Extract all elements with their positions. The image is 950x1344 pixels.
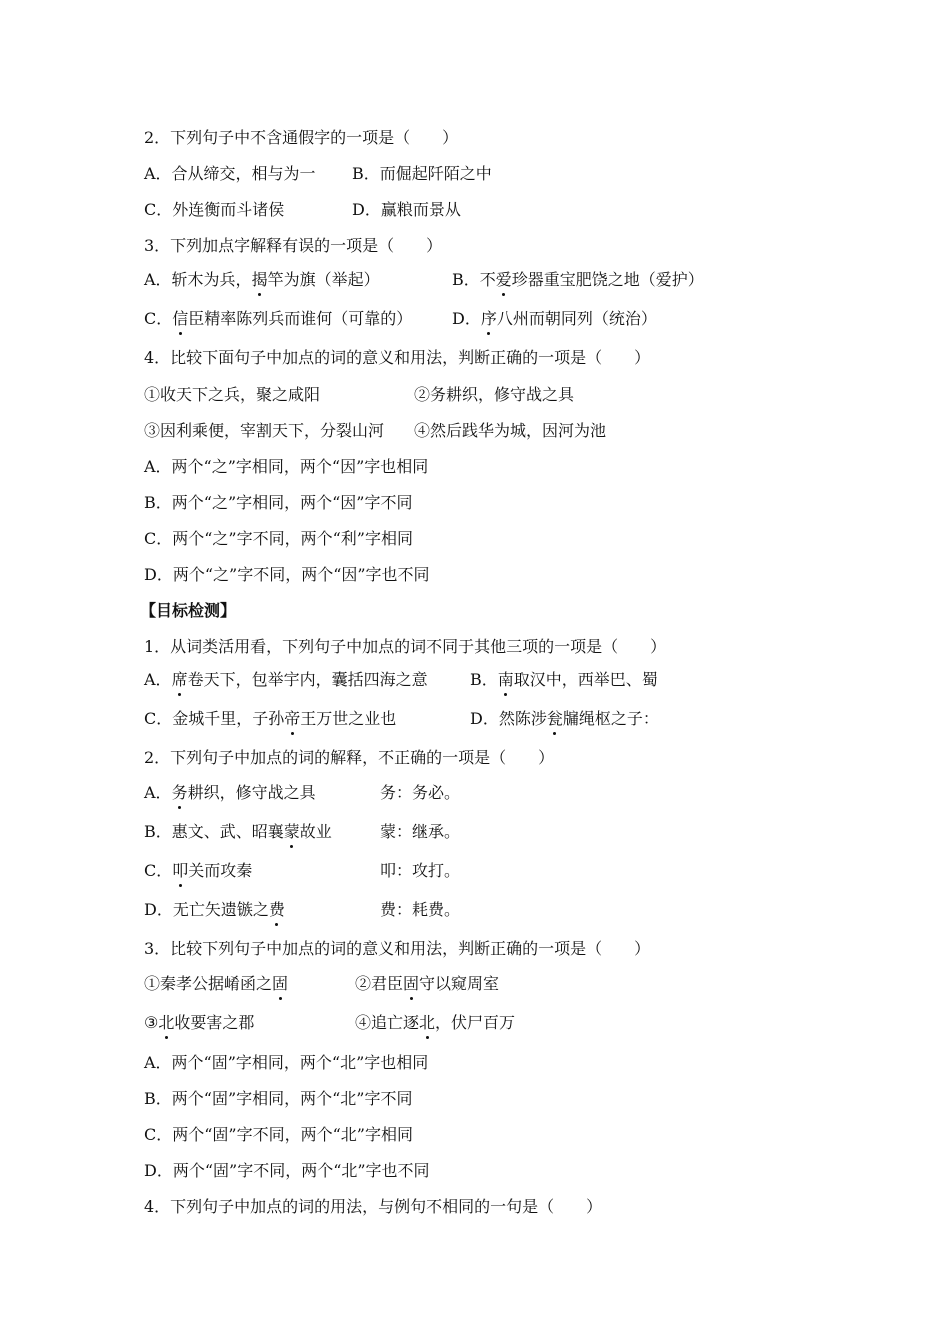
question-4-option-c: C．两个“之”字不同，两个“利”字相同 <box>144 529 413 548</box>
test-question-2-option-d: D．无亡矢遗镞之费 <box>144 900 285 919</box>
emphasis-dot-char: 固 <box>403 974 420 993</box>
test-question-3-option-c: C．两个“固”字不同，两个“北”字相同 <box>144 1125 413 1144</box>
test-question-3-sentence-2: ②君臣固守以窥周室 <box>355 974 500 993</box>
question-3-option-a: A．斩木为兵，揭竿为旗（举起） <box>144 270 380 289</box>
question-4-sentence-2: ②务耕织，修守战之具 <box>414 385 575 404</box>
question-2-option-d: D．赢粮而景从 <box>352 200 461 219</box>
test-question-3-option-b: B．两个“固”字相同，两个“北”字不同 <box>144 1089 413 1108</box>
test-question-3-sentence-4: ④追亡逐北，伏尸百万 <box>355 1013 516 1032</box>
test-question-1-option-c: C．金城千里，子孙帝王万世之业也 <box>144 709 397 728</box>
question-2-option-b: B．而倔起阡陌之中 <box>352 164 492 183</box>
emphasis-dot-char: 瓮 <box>546 709 563 728</box>
test-question-4-stem: 4．下列句子中加点的词的用法，与例句不相同的一句是（ ） <box>144 1197 603 1216</box>
emphasis-dot-char: 序 <box>480 309 497 328</box>
test-question-1-option-a: A．席卷天下，包举宇内，囊括四海之意 <box>144 670 428 689</box>
test-question-2-option-d-explanation: 费：耗费。 <box>380 900 461 919</box>
question-4-sentence-3: ③因利乘便，宰割天下，分裂山河 <box>144 421 385 440</box>
question-3-stem: 3．下列加点字解释有误的一项是（ ） <box>144 236 443 255</box>
test-question-3-option-d: D．两个“固”字不同，两个“北”字也不同 <box>144 1161 430 1180</box>
emphasis-dot-char: 务 <box>171 783 188 802</box>
test-question-2-option-b: B．惠文、武、昭襄蒙故业 <box>144 822 332 841</box>
test-question-2-option-c-explanation: 叩：攻打。 <box>380 861 461 880</box>
test-question-3-stem: 3．比较下列句子中加点的词的意义和用法，判断正确的一项是（ ） <box>144 939 651 958</box>
question-3-option-b: B．不爱珍器重宝肥饶之地（爱护） <box>452 270 704 289</box>
test-question-2-option-c: C．叩关而攻秦 <box>144 861 253 880</box>
question-3-option-d: D．序八州而朝同列（统治） <box>452 309 657 328</box>
emphasis-dot-char: 席 <box>171 670 188 689</box>
emphasis-dot-char: 蒙 <box>283 822 300 841</box>
emphasis-dot-char: 帝 <box>284 709 301 728</box>
test-question-2-option-b-explanation: 蒙：继承。 <box>380 822 461 841</box>
test-question-3-sentence-3: ③北收要害之郡 <box>144 1013 255 1032</box>
emphasis-dot-char: 爱 <box>495 270 512 289</box>
question-4-stem: 4．比较下面句子中加点的词的意义和用法，判断正确的一项是（ ） <box>144 348 651 367</box>
emphasis-dot-char: 南 <box>497 670 514 689</box>
emphasis-dot-char: 费 <box>268 900 285 919</box>
question-4-sentence-4: ④然后践华为城，因河为池 <box>414 421 607 440</box>
emphasis-dot-char: 北 <box>419 1013 436 1032</box>
question-4-option-d: D．两个“之”字不同，两个“因”字也不同 <box>144 565 430 584</box>
emphasis-dot-char: 叩 <box>172 861 189 880</box>
test-question-2-option-a-explanation: 务：务必。 <box>380 783 461 802</box>
emphasis-dot-char: 固 <box>272 974 289 993</box>
question-2-option-a: A．合从缔交，相与为一 <box>144 164 316 183</box>
emphasis-dot-char: 信 <box>172 309 189 328</box>
question-4-option-a: A．两个“之”字相同，两个“因”字也相同 <box>144 457 429 476</box>
question-3-option-c: C．信臣精率陈列兵而谁何（可靠的） <box>144 309 413 328</box>
test-question-2-stem: 2．下列句子中加点的词的解释，不正确的一项是（ ） <box>144 748 555 767</box>
question-2-stem: 2．下列句子中不含通假字的一项是（ ） <box>144 128 459 147</box>
question-4-sentence-1: ①收天下之兵，聚之咸阳 <box>144 385 321 404</box>
emphasis-dot-char: 揭 <box>251 270 268 289</box>
test-question-3-option-a: A．两个“固”字相同，两个“北”字也相同 <box>144 1053 429 1072</box>
section-heading: 【目标检测】 <box>140 601 237 620</box>
test-question-2-option-a: A．务耕织，修守战之具 <box>144 783 316 802</box>
question-2-option-c: C．外连衡而斗诸侯 <box>144 200 285 219</box>
test-question-1-option-b: B．南取汉中，西举巴、蜀 <box>470 670 658 689</box>
test-question-1-option-d: D．然陈涉瓮牖绳枢之子： <box>470 709 659 728</box>
test-question-1-stem: 1．从词类活用看，下列句子中加点的词不同于其他三项的一项是（ ） <box>144 637 667 656</box>
emphasis-dot-char: 北 <box>158 1013 175 1032</box>
question-4-option-b: B．两个“之”字相同，两个“因”字不同 <box>144 493 413 512</box>
test-question-3-sentence-1: ①秦孝公据崤函之固 <box>144 974 289 993</box>
